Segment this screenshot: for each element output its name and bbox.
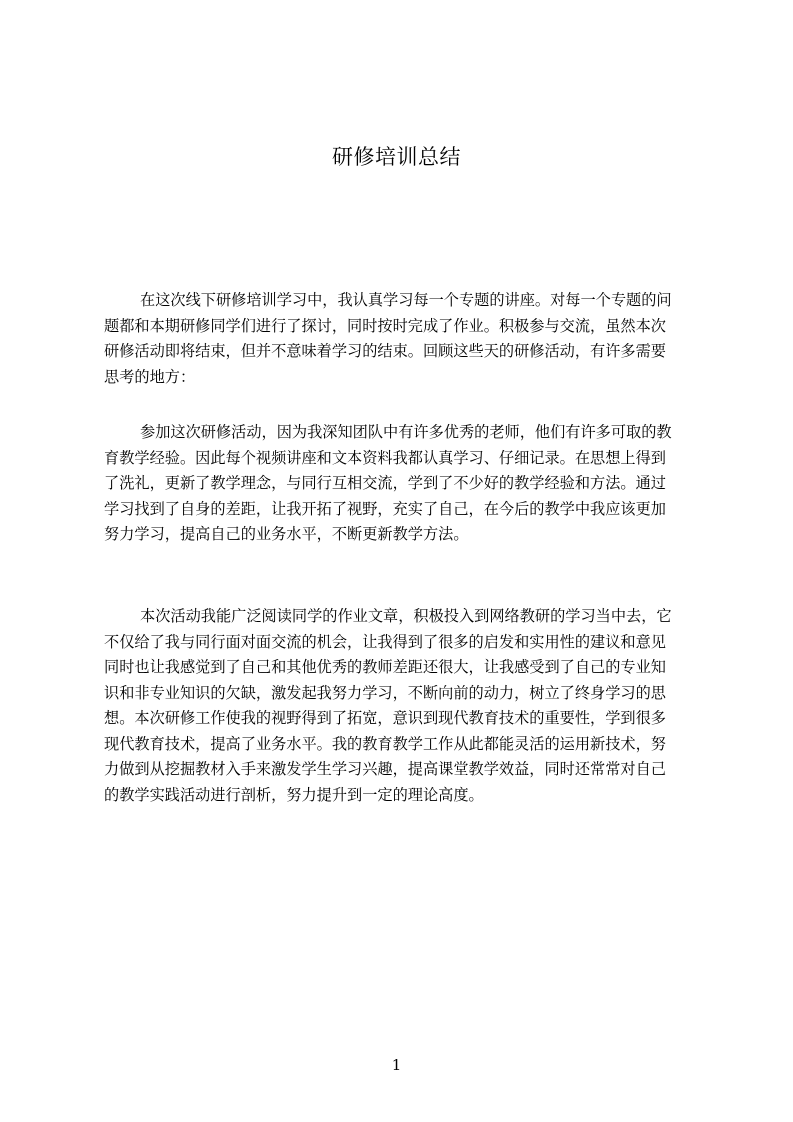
- paragraph-line: 努力学习，提高自己的业务水平，不断更新教学方法。: [104, 525, 469, 543]
- paragraph-line: 现代教育技术，提高了业务水平。我的教育教学工作从此都能灵活的运用新技术，努: [104, 734, 666, 753]
- paragraph-line: 了洗礼，更新了教学理念，与同行互相交流，学到了不少好的教学经验和方法。通过: [104, 474, 666, 492]
- paragraph-line: 研修活动即将结束，但并不意味着学习的结束。回顾这些天的研修活动，有许多需要: [104, 342, 666, 360]
- paragraph-line: 在这次线下研修培训学习中，我认真学习每一个专题的讲座。对每一个专题的问: [140, 291, 672, 309]
- paragraph-line: 思考的地方：: [104, 367, 196, 386]
- paragraph-line: 参加这次研修活动，因为我深知团队中有许多优秀的老师，他们有许多可取的教: [140, 423, 672, 441]
- paragraph-line: 题都和本期研修同学们进行了探讨，同时按时完成了作业。积极参与交流，虽然本次: [104, 316, 666, 335]
- paragraph-line: 同时也让我感觉到了自己和其他优秀的教师差距还很大，让我感受到了自己的专业知: [104, 658, 666, 676]
- paragraph-line: 育教学经验。因此每个视频讲座和文本资料我都认真学习、仔细记录。在思想上得到: [104, 448, 666, 467]
- page-number: 1: [391, 1056, 402, 1074]
- paragraph-1: [104, 288, 700, 390]
- paragraph-line: 想。本次研修工作使我的视野得到了拓宽，意识到现代教育技术的重要性，学到很多: [104, 709, 666, 727]
- paragraph-line: 不仅给了我与同行面对面交流的机会，让我得到了很多的启发和实用性的建议和意见: [104, 632, 666, 651]
- paragraph-line: 学习找到了自身的差距，让我开拓了视野，充实了自己，在今后的教学中我应该更加: [104, 499, 666, 518]
- paragraph-line: 力做到从挖掘教材入手来激发学生学习兴趣，提高课堂教学效益，同时还常常对自己: [104, 760, 666, 778]
- paragraph-line: 本次活动我能广泛阅读同学的作业文章，积极投入到网络教研的学习当中去，它: [140, 607, 672, 625]
- paragraph-3: [104, 604, 700, 808]
- paragraph-line: 识和非专业知识的欠缺，激发起我努力学习，不断向前的动力，树立了终身学习的思: [104, 683, 666, 702]
- paragraph-2: [104, 420, 700, 548]
- paragraph-line: 的教学实践活动进行剖析，努力提升到一定的理论高度。: [104, 785, 484, 804]
- document-title: 研修培训总结: [332, 145, 461, 169]
